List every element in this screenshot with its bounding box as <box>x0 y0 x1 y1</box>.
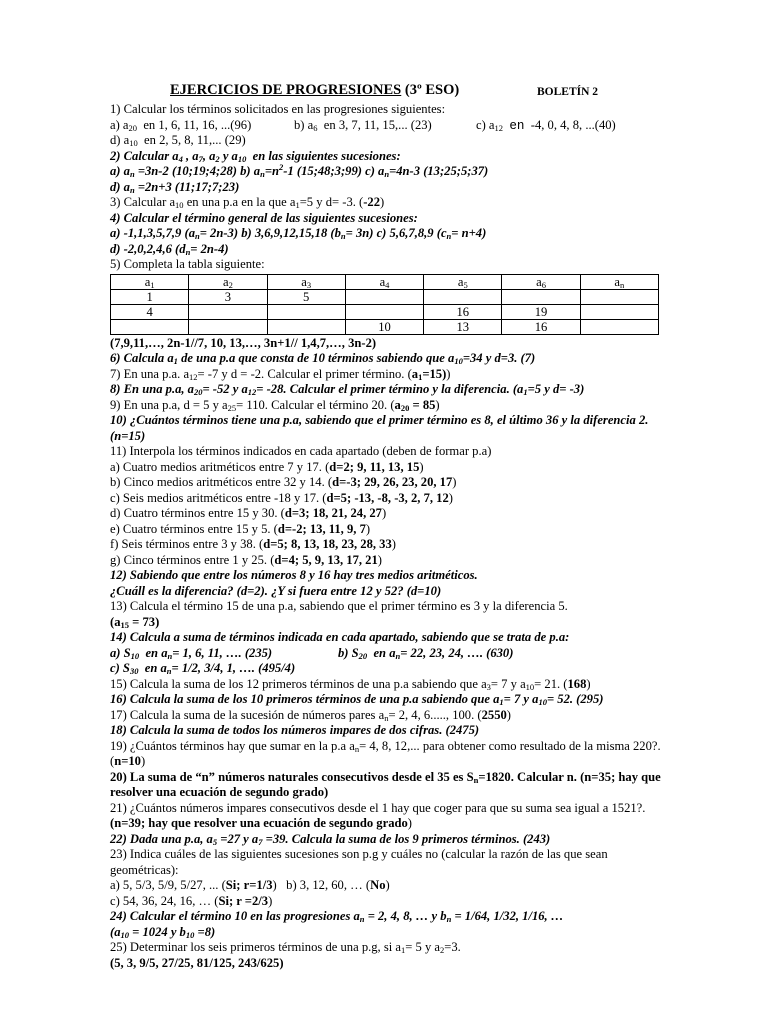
table-header: $a_4$ <box>345 274 423 289</box>
exercise-6: 6) Calcula $a_1$ de una p.a que consta de 10 términos sabiendo que $a_{10}=34$ y d=3. (7) <box>110 351 536 366</box>
exercise-12: 12) Sabiendo que entre los números 8 y 16 hay tres medios aritméticos. <box>110 568 478 582</box>
exercise-1-d: d) $a_{10}$ en 2, 5, 8, 11,... (29) <box>110 133 246 148</box>
exercise-17: 17) Calcula la suma de la sucesión de números pares $a_n= 2$, 4, 6....., 100. (2550) <box>110 707 511 723</box>
exercise-11-g: g) Cinco términos entre 1 y 25. (d=4; 5, 9, 13, 17, 21) <box>110 552 382 567</box>
exercise-4-abc: a) -1,1,3,5,7,9 $(a_n= 2n-3)$ b) 3,6,9,12,15,18 $(b_n= 3n)$ c) 5,6,7,8,9 $(c_n= n+4)$ <box>110 226 487 241</box>
exercise-11-e: e) Cuatro términos entre 15 y 5. (d=-2; 13, 11, 9, 7) <box>110 521 371 536</box>
exercise-2-d: d) $a_n =2n+3$ (11;17;7;23) <box>110 179 240 195</box>
exercise-4-d: d) -2,0,2,4,6 $(d_n= 2n-4)$ <box>110 241 229 257</box>
exercise-2: 2) Calcular $a_4$ , $a_7$, $a_2$ y $a_{10}$ en las siguientes sucesiones: <box>110 148 401 164</box>
exercise-11-c: c) Seis medios aritméticos entre -18 y 17. (d=5; -13, -8, -3, 2, 7, 12) <box>110 490 453 505</box>
exercise-11-a: a) Cuatro medios aritméticos entre 7 y 17. (d=2; 9, 11, 13, 15) <box>110 459 424 474</box>
exercise-10: 10) ¿Cuántos términos tiene una p.a, sabiendo que el primer término es 8, el último 36 y la diferencia 2. (n=15) <box>110 413 649 443</box>
exercise-5-answer: (7,9,11,…, 2n-1//7, 10, 13,…, 3n+1// 1,4,7,…, 3n-2) <box>110 335 377 350</box>
exercise-12-b: ¿Cuáll es la diferencia? (d=2). ¿Y si fuera entre 12 y 52? (d=10) <box>110 583 442 598</box>
exercise-24-answer: ($a_{10} = 1024$ y $b_{10} =8$) <box>110 924 216 940</box>
exercise-4: 4) Calcular el término general de las siguientes sucesiones: <box>110 210 418 225</box>
exercise-23: 23) Indica cuáles de las siguientes sucesiones son p.g y cuáles no (calcular la razón de las que sean geométricas): <box>110 847 608 877</box>
exercise-23-c: c) 54, 36, 24, 16, … (Si; r =2/3) <box>110 893 273 908</box>
exercise-9: 9) En una p.a, d = 5 y $a_{25}= 110$. Calcular el término 20. $(a_{20} = 85)$ <box>110 397 440 413</box>
exercise-5: 5) Completa la tabla siguiente: <box>110 257 265 271</box>
exercise-20: 20) La suma de “n” números naturales consecutivos desde el 35 es $S_n=1820$. Calcular n. (n=35; hay que resolver una ecuación de segundo grado) <box>110 769 661 799</box>
exercise-13: 13) Calcula el término 15 de una p.a, sabiendo que el primer término es 3 y la diferencia 5. <box>110 599 568 613</box>
exercise-21: 21) ¿Cuántos números impares consecutivos desde el 1 hay que coger para que su suma sea igual a 1521?. (n=39; hay que resolver una ecuación de segundo grado) <box>110 800 646 830</box>
table-header: $a_3$ <box>267 274 345 289</box>
exercise-11-f: f) Seis términos entre 3 y 38. (d=5; 8, 13, 18, 23, 28, 33) <box>110 537 396 551</box>
table-row: 4 16 19 <box>111 304 659 319</box>
exercise-22: 22) Dada una p.a, $a_5 =27$ y $a_7 =39$. Calcula la suma de los 9 primeros términos. (243) <box>110 831 551 847</box>
page-title: EJERCICIOS DE PROGRESIONES (3º ESO) <box>170 82 460 98</box>
exercise-11-b: b) Cinco medios aritméticos entre 32 y 14. (d=-3; 29, 26, 23, 20, 17) <box>110 475 457 489</box>
exercise-25: 25) Determinar los seis primeros términos de una p.g, si $a_1= 5$ y $a_2=3$. <box>110 940 461 955</box>
table-row: 10 13 16 <box>111 319 659 334</box>
exercise-14-ab: a) $S_{10}$ en $a_n= 1$, 6, 11, …. (235) b) $S_{20}$ en $a_n= 22$, 23, 24, …. (630) <box>110 645 514 661</box>
table-header: $a_2$ <box>189 274 267 289</box>
exercise-24: 24) Calcular el término 10 en las progresiones $a_n = 2$, 4, 8, … y $b_n = 1/64$, 1/32, 1/16, … <box>110 909 564 924</box>
bulletin-label: BOLETÍN 2 <box>537 86 599 98</box>
exercise-1: 1) Calcular los términos solicitados en las progresiones siguientes: <box>110 102 446 116</box>
worksheet-content <box>110 83 662 971</box>
exercise-23-ab: a) 5, 5/3, 5/9, 5/27, ... (Si; r=1/3) b) 3, 12, 60, … (No) <box>110 878 390 892</box>
progression-table <box>110 274 659 335</box>
exercise-1-items: a) $a_{20}$ en 1, 6, 11, 16, ...(96) b) $a_6$ en 3, 7, 11, 15,... (23) c) $a_{12}$ en -4, 0, 4, 8, ...(40) <box>110 117 616 133</box>
exercise-11: 11) Interpola los términos indicados en cada apartado (deben de formar p.a) <box>110 444 492 458</box>
table-header-row <box>111 274 659 289</box>
table-header: $a_n$ <box>580 274 658 289</box>
exercise-14: 14) Calcula a suma de términos indicada en cada apartado, sabiendo que se trata de p.a: <box>110 630 570 644</box>
table-row: 1 3 5 <box>111 289 659 304</box>
exercise-8: 8) En una p.a, $a_{20}= -52$ y $a_{12}= -28$. Calcular el primer término y la diferencia. ($a_1=5$ y d= -3) <box>110 382 585 397</box>
exercise-3: 3) Calcular $a_{10}$ en una p.a en la que $a_1=5$ y d= -3. (-22) <box>110 195 385 210</box>
exercise-18: 18) Calcula la suma de todos los números impares de dos cifras. (2475) <box>110 723 480 737</box>
exercise-16: 16) Calcula la suma de los 10 primeros términos de una p.a sabiendo que $a_1= 7$ y $a_{10}= 52$. (295) <box>110 692 604 707</box>
exercise-15: 15) Calcula la suma de los 12 primeros términos de una p.a sabiendo que $a_3= 7$ y $a_{10}= 21$. (168) <box>110 676 591 692</box>
exercise-7: 7) En una p.a. $a_{12}= -7$ y d = -2. Calcular el primer término. $(a_1=15)$) <box>110 366 451 382</box>
exercise-19: 19) ¿Cuántos términos hay que sumar en la p.a $a_n= 4$, 8, 12,... para obtener como resultado de la misma 220?. (n=10) <box>110 738 661 768</box>
table-header: $a_6$ <box>502 274 580 289</box>
exercise-13-answer: $(a_{15} = 73)$ <box>110 614 160 630</box>
exercise-14-c: c) $S_{30}$ en $a_n= 1/2$, 3/4, 1, …. (495/4) <box>110 661 296 676</box>
exercise-2-abc: a) $a_n =3n-2$ (10;19;4;28) b) $a_n=n^2-1$ (15;48;3;99) c) $a_n=4n-3$ (13;25;5;37) <box>110 162 489 179</box>
table-header: $a_5$ <box>424 274 502 289</box>
header <box>110 83 662 102</box>
table-header: $a_1$ <box>111 274 189 289</box>
exercise-11-d: d) Cuatro términos entre 15 y 30. (d=3; 18, 21, 24, 27) <box>110 506 387 520</box>
exercise-25-answer: (5, 3, 9/5, 27/25, 81/125, 243/625) <box>110 955 284 970</box>
